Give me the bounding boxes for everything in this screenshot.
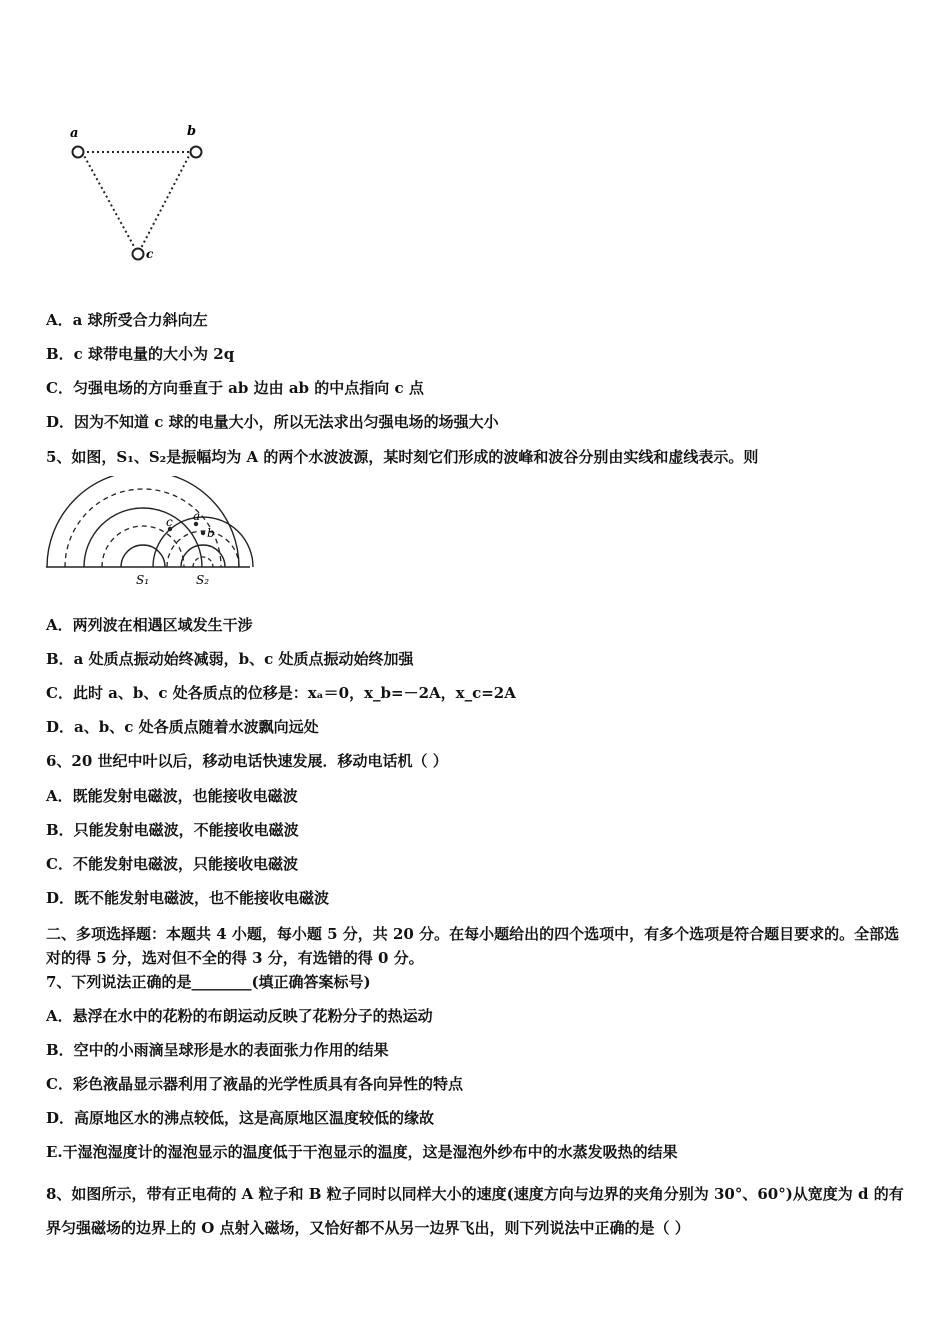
s1-crest-inner xyxy=(121,545,165,567)
ball-b xyxy=(191,147,202,158)
q7-option-e: E.干湿泡湿度计的湿泡显示的温度低于干泡显示的温度，这是湿泡外纱布中的水蒸发吸热的结果 xyxy=(46,1143,678,1161)
q6-option-b: B．只能发射电磁波，不能接收电磁波 xyxy=(46,821,299,839)
q6-option-d: D．既不能发射电磁波，也不能接收电磁波 xyxy=(46,889,330,907)
q4-option-b: B．c 球带电量的大小为 2q xyxy=(46,345,235,363)
s1-trough-mid xyxy=(102,526,184,567)
q6-option-a: A．既能发射电磁波，也能接收电磁波 xyxy=(46,787,298,805)
label-a: a xyxy=(70,126,79,141)
s2-trough-outer xyxy=(167,531,239,567)
s2-trough-inner xyxy=(193,557,213,567)
s1-crest-outer xyxy=(47,476,239,567)
q4-option-a: A．a 球所受合力斜向左 xyxy=(46,311,208,329)
label-b: b xyxy=(207,526,215,540)
ball-a xyxy=(73,147,84,158)
q5-option-b: B．a 处质点振动始终减弱，b、c 处质点振动始终加强 xyxy=(46,650,414,668)
ball-c xyxy=(133,249,144,260)
label-c: c xyxy=(166,515,173,529)
q7-option-b: B．空中的小雨滴呈球形是水的表面张力作用的结果 xyxy=(46,1041,389,1059)
q5-option-c: C．此时 a、b、c 处各质点的位移是：xₐ＝0，x_b=－2A，x_c=2A xyxy=(46,684,516,702)
s1-trough-outer xyxy=(65,489,221,567)
label-b: b xyxy=(187,124,197,139)
label-s1: S₁ xyxy=(136,573,150,587)
section2-heading: 二、多项选择题：本题共 4 小题，每小题 5 分，共 20 分。在每小题给出的四个选项中，有多个选项是符合题目要求的。全部选对的得 5 分，选对但不全的得 3 分，有选错的得 0 分。 xyxy=(46,925,900,967)
edge-bc xyxy=(140,152,191,250)
q4-option-c: C．匀强电场的方向垂直于 ab 边由 ab 的中点指向 c 点 xyxy=(46,379,424,397)
point-b xyxy=(201,531,205,535)
q8-stem: 8、如图所示，带有正电荷的 A 粒子和 B 粒子同时以同样大小的速度(速度方向与边界的夹角分别为 30°、60°)从宽度为 d 的有界匀强磁场的边界上的 O 点射入磁场，又恰好都不从另一边界飞出，则下列说法中正确的是（ ） xyxy=(46,1185,904,1237)
q7-stem: 7、下列说法正确的是________(填正确答案标号) xyxy=(46,973,371,991)
q6-stem: 6、20 世纪中叶以后，移动电话快速发展．移动电话机（ ） xyxy=(46,752,448,770)
q5-option-a: A．两列波在相遇区域发生干涉 xyxy=(46,616,253,634)
label-c: c xyxy=(146,247,154,261)
wave-interference-figure xyxy=(42,476,254,592)
q4-option-d: D．因为不知道 c 球的电量大小，所以无法求出匀强电场的场强大小 xyxy=(46,413,499,431)
triangle-figure xyxy=(62,120,222,265)
s1-crest-mid xyxy=(84,508,202,567)
edge-ac xyxy=(82,152,136,250)
q7-option-d: D．高原地区水的沸点较低，这是高原地区温度较低的缘故 xyxy=(46,1109,435,1127)
label-s2: S₂ xyxy=(196,573,210,587)
q6-option-c: C．不能发射电磁波，只能接收电磁波 xyxy=(46,855,298,873)
q5-option-d: D．a、b、c 处各质点随着水波飘向远处 xyxy=(46,718,319,736)
q5-stem: 5、如图，S₁、S₂是振幅均为 A 的两个水波波源，某时刻它们形成的波峰和波谷分别由实线和虚线表示。则 xyxy=(46,448,759,466)
q7-option-a: A．悬浮在水中的花粉的布朗运动反映了花粉分子的热运动 xyxy=(46,1007,433,1025)
label-a: a xyxy=(193,509,201,523)
q7-option-c: C．彩色液晶显示器利用了液晶的光学性质具有各向异性的特点 xyxy=(46,1075,463,1093)
